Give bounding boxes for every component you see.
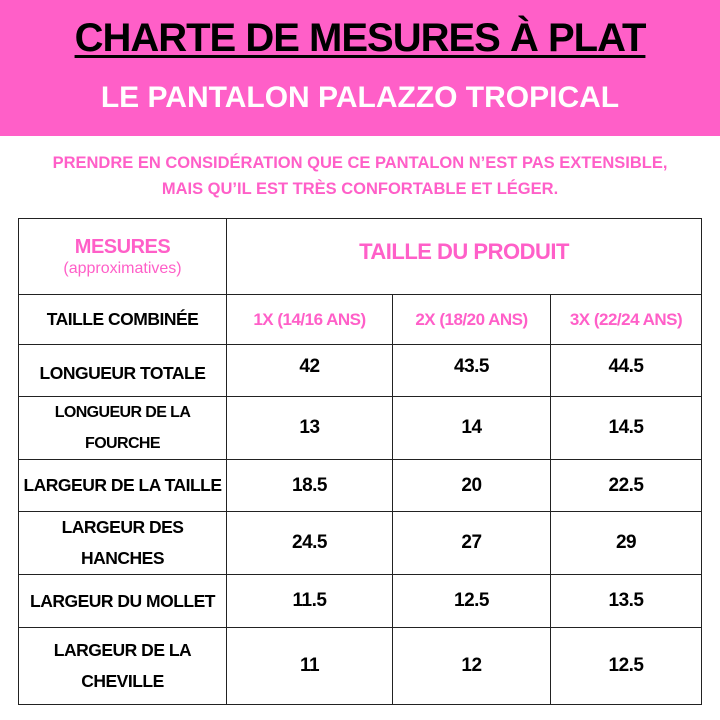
cell-value: 18.5 bbox=[227, 460, 393, 512]
cell-value: 24.5 bbox=[227, 512, 393, 575]
table-row bbox=[19, 460, 702, 512]
table-header-row bbox=[19, 219, 702, 295]
header-measure-cell bbox=[19, 219, 227, 295]
table-row bbox=[19, 575, 702, 628]
header-product-size: TAILLE DU PRODUIT bbox=[227, 219, 702, 295]
page-title: CHARTE DE MESURES À PLAT bbox=[74, 16, 646, 60]
size-header: 2X (18/20 ANS) bbox=[393, 295, 551, 345]
cell-value: 14.5 bbox=[551, 397, 702, 460]
care-note bbox=[0, 150, 720, 202]
size-header: 1X (14/16 ANS) bbox=[227, 295, 393, 345]
cell-value: 44.5 bbox=[551, 345, 702, 397]
cell-value: 12.5 bbox=[393, 575, 551, 628]
cell-value: 13.5 bbox=[551, 575, 702, 628]
row-label: LARGEUR DU MOLLET bbox=[19, 575, 227, 628]
care-note-line-1: PRENDRE EN CONSIDÉRATION QUE CE PANTALON N’EST PAS EXTENSIBLE, bbox=[52, 154, 668, 172]
cell-value: 14 bbox=[393, 397, 551, 460]
cell-value: 12 bbox=[393, 628, 551, 705]
table-row bbox=[19, 345, 702, 397]
table-row bbox=[19, 628, 702, 705]
table-row bbox=[19, 295, 702, 345]
table-row bbox=[19, 397, 702, 460]
row-label: LONGUEUR TOTALE bbox=[19, 345, 227, 397]
page-subtitle: LE PANTALON PALAZZO TROPICAL bbox=[100, 81, 620, 114]
row-label: LARGEUR DE LA CHEVILLE bbox=[19, 628, 227, 705]
cell-value: 43.5 bbox=[393, 345, 551, 397]
header-banner bbox=[0, 0, 720, 136]
size-header: 3X (22/24 ANS) bbox=[551, 295, 702, 345]
cell-value: 13 bbox=[227, 397, 393, 460]
row-label: TAILLE COMBINÉE bbox=[19, 295, 227, 345]
header-measure: MESURES bbox=[74, 235, 171, 258]
cell-value: 11 bbox=[227, 628, 393, 705]
table-row bbox=[19, 512, 702, 575]
cell-value: 11.5 bbox=[227, 575, 393, 628]
cell-value: 22.5 bbox=[551, 460, 702, 512]
row-label: LONGUEUR DE LA FOURCHE bbox=[19, 397, 227, 460]
cell-value: 12.5 bbox=[551, 628, 702, 705]
row-label: LARGEUR DES HANCHES bbox=[19, 512, 227, 575]
cell-value: 42 bbox=[227, 345, 393, 397]
row-label: LARGEUR DE LA TAILLE bbox=[19, 460, 227, 512]
cell-value: 27 bbox=[393, 512, 551, 575]
cell-value: 20 bbox=[393, 460, 551, 512]
size-chart-table bbox=[18, 218, 702, 705]
cell-value: 29 bbox=[551, 512, 702, 575]
header-measure-sub: (approximatives) bbox=[63, 259, 182, 277]
care-note-line-2: MAIS QU’IL EST TRÈS CONFORTABLE ET LÉGER. bbox=[161, 180, 559, 198]
